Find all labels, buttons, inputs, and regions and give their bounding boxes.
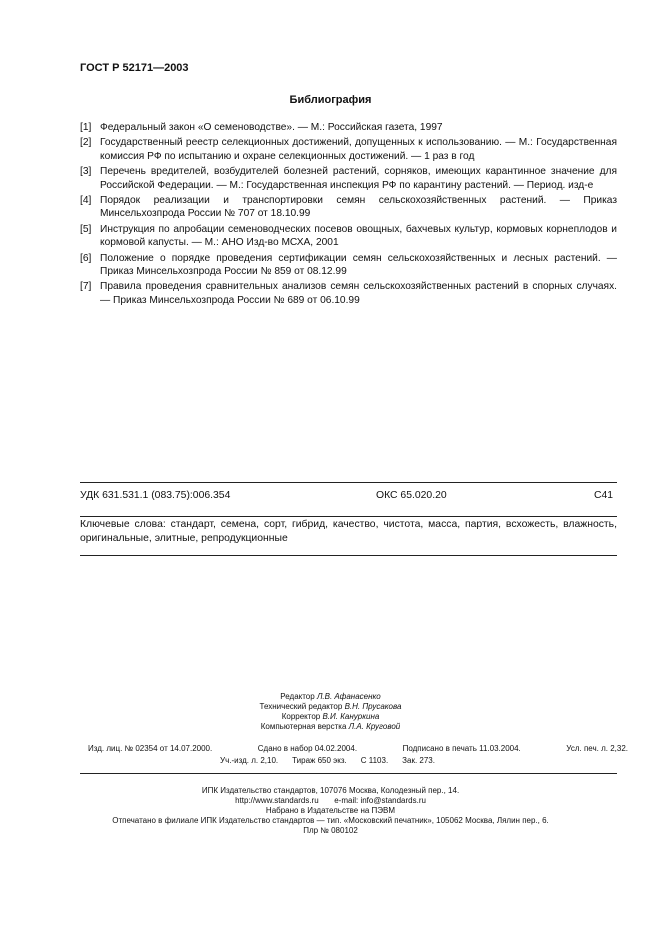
publishing-edition-sheets: Уч.-изд. л. 2,10. xyxy=(220,756,279,765)
credit-layout: Компьютерная верстка Л.А. Круговой xyxy=(260,722,401,731)
bibliography-item-number: [2] xyxy=(80,137,92,149)
publishing-typeset: Сдано в набор 04.02.2004. xyxy=(257,744,358,753)
bibliography-item xyxy=(80,280,617,307)
publishing-line-2 xyxy=(220,756,435,765)
bibliography-item xyxy=(80,121,617,134)
bibliography-item-text: Перечень вредителей, возбудителей болезней растений, сорняков, имеющих карантинное значение для Российской Федерации. — М.: Государственная инспекция РФ по карантину растений. — Период. изд-е xyxy=(100,166,617,191)
keywords: Ключевые слова: стандарт, семена, сорт, гибрид, качество, чистота, масса, партия, всхожесть, влажность, оригинальные, элитные, репродукционные xyxy=(80,519,617,544)
credits-block xyxy=(0,692,661,732)
bibliography-item-text: Государственный реестр селекционных достижений, допущенных к использованию. — М.: Государственная комиссия РФ по испытанию и охране селекционных достижений. — 1 раз в год xyxy=(100,137,617,162)
publishing-circulation: Тираж 650 экз. xyxy=(292,756,347,765)
bibliography-list xyxy=(80,121,617,309)
bibliography-item xyxy=(80,252,617,279)
publishing-line-1 xyxy=(88,744,628,753)
standard-header: ГОСТ Р 52171—2003 xyxy=(80,62,189,74)
bibliography-item-number: [7] xyxy=(80,281,92,293)
bibliography-title: Библиография xyxy=(289,94,372,106)
class-code: С41 xyxy=(594,490,614,501)
udk-code: УДК 631.531.1 (083.75):006.354 xyxy=(80,490,231,501)
divider xyxy=(80,516,617,517)
bibliography-item-text: Инструкция по апробации семеноводческих посевов овощных, бахчевых культур, кормовых корнеплодов и кормовой капусты. — М.: АНО Изд-во МСХА, 2001 xyxy=(100,223,617,249)
imprint-plr: Плр № 080102 xyxy=(303,826,358,835)
imprint-printed: Отпечатано в филиале ИПК Издательство стандартов — тип. «Московский печатник», 105062 Москва, Лялин пер., 6. xyxy=(112,816,549,825)
bibliography-item xyxy=(80,194,617,221)
bibliography-item-number: [4] xyxy=(80,195,92,207)
imprint-publisher: ИПК Издательство стандартов, 107076 Москва, Колодезный пер., 14. xyxy=(201,786,460,795)
divider xyxy=(80,482,617,483)
credit-corrector: Корректор В.И. Кануркина xyxy=(281,712,380,721)
bibliography-item xyxy=(80,165,617,192)
imprint-email[interactable]: e-mail: info@standards.ru xyxy=(334,796,426,805)
publishing-signed: Подписано в печать 11.03.2004. xyxy=(402,744,521,753)
publishing-print-sheets: Усл. печ. л. 2,32. xyxy=(566,744,628,753)
bibliography-item-text: Положение о порядке проведения сертификации семян сельскохозяйственных и лесных растений. — Приказ Минсельхозпрода России № 859 от 08.12.99 xyxy=(100,252,617,278)
credit-tech-editor: Технический редактор В.Н. Прусакова xyxy=(259,702,402,711)
oks-code: ОКС 65.020.20 xyxy=(376,490,447,501)
imprint-typeset: Набрано в Издательстве на ПЭВМ xyxy=(265,806,396,815)
bibliography-item xyxy=(80,136,617,163)
bibliography-item-number: [3] xyxy=(80,166,92,178)
bibliography-item xyxy=(80,223,617,250)
imprint-contacts xyxy=(0,796,661,806)
bibliography-item-number: [5] xyxy=(80,223,92,235)
publishing-order-z: Зак. 273. xyxy=(402,756,435,765)
imprint-block xyxy=(0,786,661,836)
bibliography-item-number: [6] xyxy=(80,252,92,264)
bibliography-item-text: Порядок реализации и транспортировки семян сельскохозяйственных растений. — Приказ Минсельхозпрода России № 707 от 18.10.99 xyxy=(100,195,617,220)
divider xyxy=(80,555,617,556)
bibliography-item-text: Правила проведения сравнительных анализов семян сельскохозяйственных растений в спорных случаях. — Приказ Минсельхозпрода России № 689 от 06.10.99 xyxy=(100,281,617,306)
divider xyxy=(80,773,617,774)
bibliography-item-number: [1] xyxy=(80,122,92,133)
bibliography-item-text: Федеральный закон «О семеноводстве». — М.: Российская газета, 1997 xyxy=(100,122,443,133)
publishing-license: Изд. лиц. № 02354 от 14.07.2000. xyxy=(88,744,213,753)
publishing-order-c: С 1103. xyxy=(360,756,389,765)
imprint-website[interactable]: http://www.standards.ru xyxy=(235,796,319,805)
credit-editor: Редактор Л.В. Афанасенко xyxy=(280,692,381,701)
